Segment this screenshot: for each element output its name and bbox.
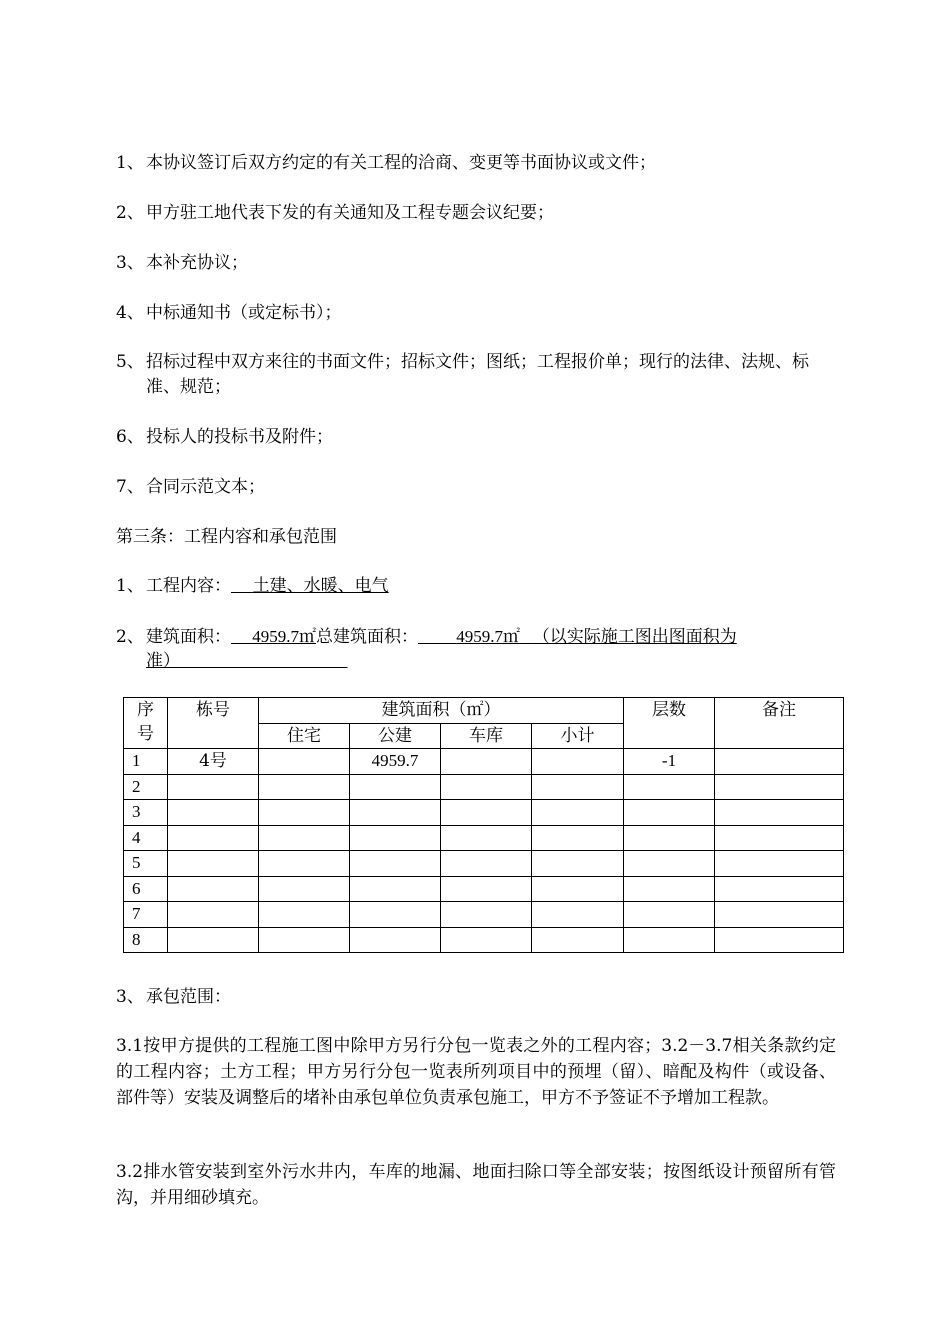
- cell-residence: [259, 825, 350, 851]
- total-area-value-text: 4959.7㎡: [456, 627, 520, 646]
- cell-public: [350, 825, 441, 851]
- cell-seq: 5: [124, 851, 168, 877]
- list-text: 甲方驻工地代表下发的有关通知及工程专题会议纪要；: [146, 203, 554, 223]
- total-area-label: 总建筑面积：: [316, 627, 418, 647]
- cell-public: [350, 851, 441, 877]
- article-title: 第三条：工程内容和承包范围: [116, 527, 337, 547]
- list-text: 中标通知书（或定标书）；: [146, 303, 342, 323]
- cell-floors: -1: [624, 749, 715, 775]
- cell-remarks: [715, 774, 844, 800]
- list-number: 2、: [116, 627, 144, 647]
- cell-remarks: [715, 825, 844, 851]
- list-text: 合同示范文本；: [146, 477, 265, 497]
- table-header-row: [124, 698, 844, 724]
- scope-paragraph-3-1: 3.1按甲方提供的工程施工图中除甲方另行分包一览表之外的工程内容；3.2－3.7相关条款约定的工程内容；土方工程；甲方另行分包一览表所列项目中的预埋（留）、暗配及构件（或设备、部件等）安装及调整后的堵补由承包单位负责承包施工，甲方不予签证不予增加工程款。: [116, 1036, 836, 1108]
- cell-remarks: [715, 851, 844, 877]
- cell-remarks: [715, 876, 844, 902]
- cell-seq: 2: [124, 774, 168, 800]
- area-note-end: [146, 651, 348, 671]
- cell-garage: [441, 876, 532, 902]
- scope-paragraph-3-2: 3.2排水管安装到室外污水井内，车库的地漏、地面扫除口等全部安装；按图纸设计预留所有管沟，并用细砂填充。: [116, 1162, 836, 1208]
- cell-subtotal: [532, 800, 624, 826]
- content-label: 工程内容：: [146, 576, 231, 596]
- header-building: 栋号: [168, 698, 259, 749]
- table-row: [124, 774, 844, 800]
- table-row: [124, 851, 844, 877]
- content-value-text: 土建、水暖、电气: [252, 576, 389, 596]
- cell-subtotal: [532, 876, 624, 902]
- header-area-group: 建筑面积（㎡）: [259, 698, 624, 724]
- cell-seq: 7: [124, 902, 168, 928]
- table-row: [124, 800, 844, 826]
- cell-building: [168, 927, 259, 953]
- cell-building: [168, 825, 259, 851]
- cell-remarks: [715, 749, 844, 775]
- cell-garage: [441, 800, 532, 826]
- cell-public: [350, 927, 441, 953]
- list-number: 3、: [116, 987, 144, 1007]
- area-text: [146, 625, 838, 673]
- cell-subtotal: [532, 825, 624, 851]
- list-text: 投标人的投标书及附件；: [146, 427, 333, 447]
- cell-garage: [441, 927, 532, 953]
- cell-garage: [441, 774, 532, 800]
- cell-public: [350, 800, 441, 826]
- list-text: 招标过程中双方来往的书面文件；招标文件；图纸；工程报价单；现行的法律、法规、标准、规范；: [146, 352, 809, 397]
- cell-residence: [259, 902, 350, 928]
- list-number: 1、: [116, 576, 144, 596]
- cell-subtotal: [532, 749, 624, 775]
- list-number: 7、: [116, 477, 144, 497]
- list-text: 本补充协议；: [146, 253, 248, 273]
- cell-floors: [624, 825, 715, 851]
- header-floors: 层数: [624, 698, 715, 749]
- cell-building: [168, 774, 259, 800]
- cell-public: 4959.7: [350, 749, 441, 775]
- list-number: 6、: [116, 427, 144, 447]
- total-area-value: [418, 627, 737, 646]
- scope-label: 承包范围：: [146, 987, 231, 1007]
- list-number: 2、: [116, 203, 144, 223]
- cell-residence: [259, 876, 350, 902]
- cell-garage: [441, 851, 532, 877]
- header-remarks: 备注: [715, 698, 844, 749]
- area-table: [123, 697, 844, 953]
- list-number: 3、: [116, 253, 144, 273]
- list-number: 4、: [116, 303, 144, 323]
- cell-remarks: [715, 800, 844, 826]
- cell-seq: 8: [124, 927, 168, 953]
- cell-subtotal: [532, 851, 624, 877]
- cell-residence: [259, 851, 350, 877]
- area-value: [231, 627, 316, 646]
- table-row: [124, 902, 844, 928]
- cell-residence: [259, 927, 350, 953]
- cell-building: [168, 800, 259, 826]
- header-seq: 序号: [124, 698, 168, 749]
- header-residence: 住宅: [259, 723, 350, 749]
- table-row: [124, 927, 844, 953]
- cell-residence: [259, 774, 350, 800]
- cell-seq: 4: [124, 825, 168, 851]
- table-row: [124, 876, 844, 902]
- cell-floors: [624, 876, 715, 902]
- cell-building: [168, 851, 259, 877]
- content-value: [231, 576, 389, 596]
- area-note-end-text: 准）: [146, 651, 180, 671]
- cell-public: [350, 902, 441, 928]
- cell-building: 4号: [168, 749, 259, 775]
- cell-building: [168, 902, 259, 928]
- cell-floors: [624, 851, 715, 877]
- cell-public: [350, 876, 441, 902]
- cell-subtotal: [532, 774, 624, 800]
- list-text: 本协议签订后双方约定的有关工程的洽商、变更等书面协议或文件；: [146, 153, 656, 173]
- cell-floors: [624, 927, 715, 953]
- cell-building: [168, 876, 259, 902]
- area-label: 建筑面积：: [146, 627, 231, 647]
- table-row: [124, 749, 844, 775]
- header-subtotal: 小计: [532, 723, 624, 749]
- cell-subtotal: [532, 927, 624, 953]
- list-number: 5、: [116, 352, 144, 372]
- area-value-text: 4959.7㎡: [252, 627, 316, 646]
- cell-subtotal: [532, 902, 624, 928]
- cell-garage: [441, 749, 532, 775]
- list-number: 1、: [116, 153, 144, 173]
- cell-garage: [441, 825, 532, 851]
- area-note: （以实际施工图出图面积为: [532, 627, 737, 646]
- cell-seq: 1: [124, 749, 168, 775]
- cell-seq: 6: [124, 876, 168, 902]
- cell-public: [350, 774, 441, 800]
- content-line: [146, 574, 838, 598]
- cell-floors: [624, 774, 715, 800]
- cell-residence: [259, 749, 350, 775]
- cell-remarks: [715, 927, 844, 953]
- cell-floors: [624, 800, 715, 826]
- cell-remarks: [715, 902, 844, 928]
- header-public: 公建: [350, 723, 441, 749]
- cell-seq: 3: [124, 800, 168, 826]
- header-garage: 车库: [441, 723, 532, 749]
- cell-floors: [624, 902, 715, 928]
- table-row: [124, 825, 844, 851]
- cell-garage: [441, 902, 532, 928]
- cell-residence: [259, 800, 350, 826]
